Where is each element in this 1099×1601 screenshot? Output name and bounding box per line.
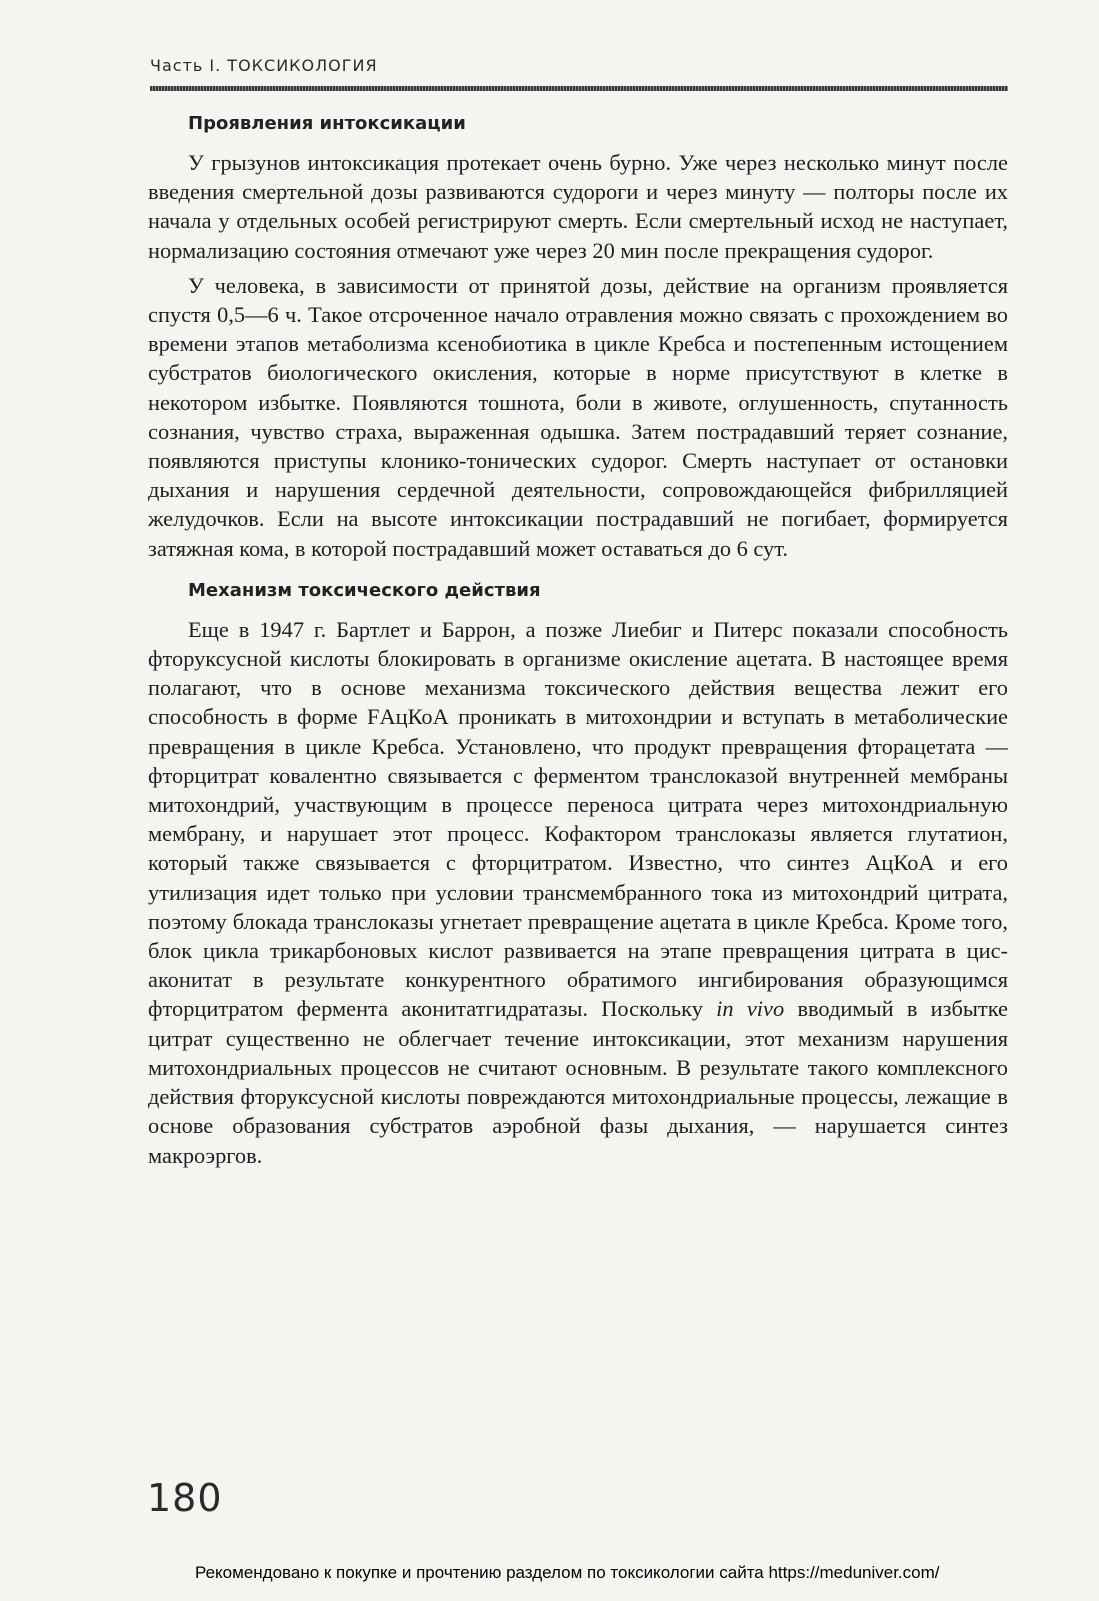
paragraph-mechanism-part2: вводимый в избытке цитрат существенно не облегчает течение интоксикации, этот механизм нарушения митохондриальных процессов не считают основным. В результате такого комплексного действия фторуксусной кислоты повреждаются митохондриальные процессы, лежащие в основе образования субстратов аэробной фазы дыхания, — нарушается синтез макроэргов. [148,996,1008,1168]
in-vivo-italic: in vivo [716,996,785,1022]
paragraph-humans: У человека, в зависимости от принятой дозы, действие на организм проявляется спустя 0,5—6 ч. Такое отсроченное начало отравления можно связать с прохождением во времени этапов метаболизма ксенобиотика в цикле Кребса и постепенным истощением субстратов биологического окисления, которые в норме присутствуют в клетке в некотором избытке. Появляются тошнота, боли в животе, оглушенность, спутанность сознания, чувство страха, выраженная одышка. Затем пострадавший теряет сознание, появляются приступы клонико-тонических судорог. Смерть наступает от остановки дыхания и нарушения сердечной деятельности, сопровождающейся фибрилляцией желудочков. Если на высоте интоксикации пострадавший не погибает, формируется затяжная кома, в которой пострадавший может оставаться до 6 сут. [148,272,1008,561]
paragraph-mechanism [148,615,1008,1170]
page-number: 180 [147,1476,223,1520]
page-body [148,112,1008,1170]
header-rule [150,86,1008,91]
paragraph-rodents: У грызунов интоксикация протекает очень бурно. Уже через несколько минут после введения смертельной дозы развиваются судороги и через минуту — полторы после их начала у отдельных особей регистрируют смерть. Если смертельный исход не наступает, нормализацию состояния отмечают уже через 20 мин после прекращения судорог. [148,150,1008,263]
section-heading-intoxication: Проявления интоксикации [188,113,466,134]
paragraph-mechanism-part1: Еще в 1947 г. Бартлет и Баррон, а позже Лиебиг и Питерс показали способность фторуксусной кислоты блокировать в организме окисление ацетата. В настоящее время полагают, что в основе механизма токсического действия вещества лежит его способность в форме FАцКоА проникать в митохондрии и вступать в метаболические превращения в цикле Кребса. Установлено, что продукт превращения фторацетата — фторцитрат ковалентно связывается с ферментом транслоказой внутренней мембраны митохондрий, участвующим в процессе переноса цитрата через митохондриальную мембрану, и нарушает этот процесс. Кофактором транслоказы является глутатион, который также связывается с фторцитратом. Известно, что синтез АцКоА и его утилизация идет только при условии трансмембранного тока из митохондрий цитрата, поэтому блокада транслоказы угнетает превращение ацетата в цикле Кребса. Кроме того, блок цикла трикарбоновых кислот развивается на этапе превращения цитрата в цис-аконитат в результате конкурентного обратимого ингибирования образующимся фторцитратом фермента аконитатгидратазы. Поскольку [148,616,1008,1022]
footer-recommendation: Рекомендовано к покупке и прочтению разделом по токсикологии сайта https://meduniver.com/ [195,1563,940,1582]
running-header: Часть I. ТОКСИКОЛОГИЯ [150,56,378,75]
section-heading-mechanism: Механизм токсического действия [188,579,541,601]
